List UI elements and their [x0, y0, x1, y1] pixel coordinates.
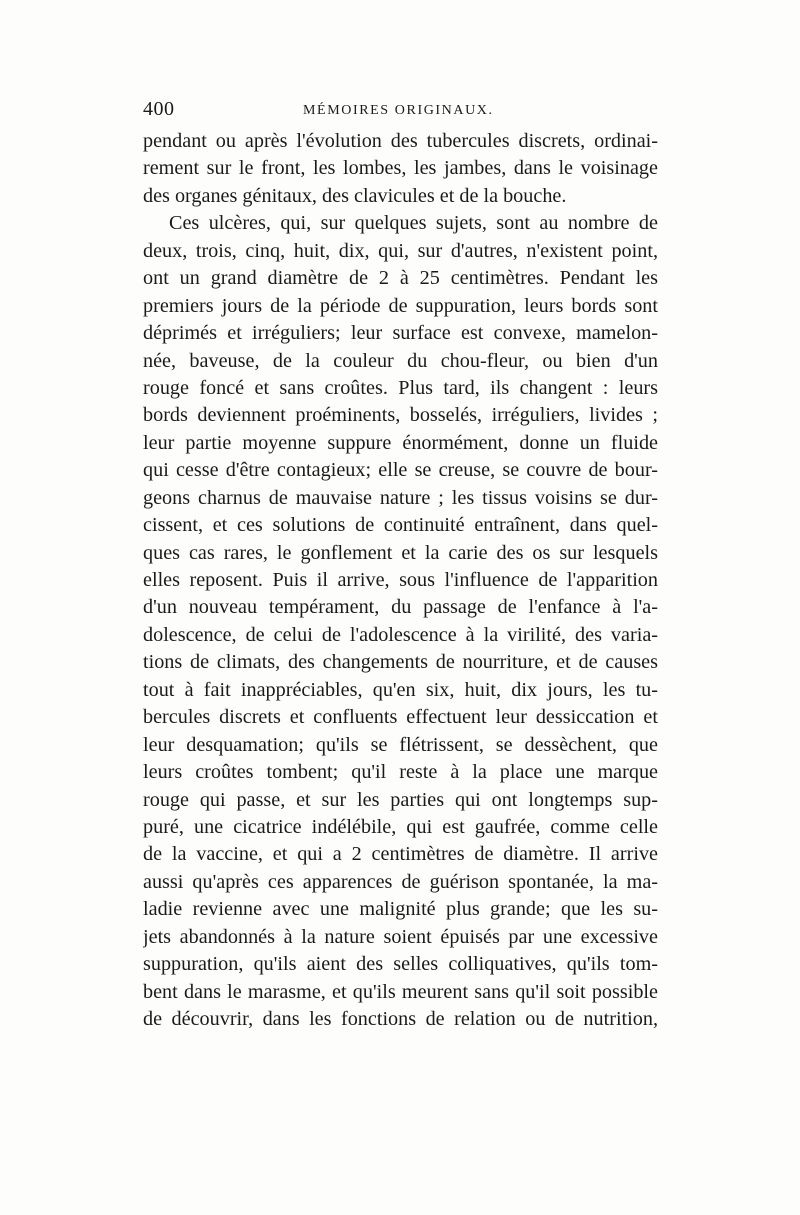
text-line: déprimés et irréguliers; leur surface est convexe, mamelon-	[143, 322, 658, 345]
running-head: MÉMOIRES ORIGINAUX.	[303, 103, 494, 118]
text-line: jets abandonnés à la nature soient épuisés par une excessive	[143, 925, 658, 948]
text-line: des organes génitaux, des clavicules et de la bouche.	[143, 184, 567, 207]
text-line: de la vaccine, et qui a 2 centimètres de diamètre. Il arrive	[143, 843, 658, 866]
text-line: ladie revienne avec une malignité plus grande; que les su-	[143, 898, 658, 921]
body-text	[143, 128, 658, 1033]
text-line: aussi qu'après ces apparences de guérison spontanée, la ma-	[143, 870, 658, 893]
text-line: deux, trois, cinq, huit, dix, qui, sur d'autres, n'existent point,	[143, 239, 658, 262]
text-line: cissent, et ces solutions de continuité entraînent, dans quel-	[143, 514, 658, 537]
text-line: leur desquamation; qu'ils se flétrissent, se dessèchent, que	[143, 733, 658, 756]
text-line: ont un grand diamètre de 2 à 25 centimètres. Pendant les	[143, 267, 658, 290]
text-line: née, baveuse, de la couleur du chou-fleur, ou bien d'un	[143, 349, 658, 372]
text-line: rouge foncé et sans croûtes. Plus tard, ils changent : leurs	[143, 376, 658, 399]
text-line: pendant ou après l'évolution des tubercules discrets, ordinai-	[143, 130, 658, 152]
text-line: elles reposent. Puis il arrive, sous l'influence de l'apparition	[143, 569, 658, 591]
text-line: rement sur le front, les lombes, les jambes, dans le voisinage	[143, 157, 658, 180]
text-line: de découvrir, dans les fonctions de relation ou de nutrition,	[143, 1008, 658, 1030]
text-line: bords deviennent proéminents, bosselés, irréguliers, livides ;	[143, 404, 658, 427]
text-line: d'un nouveau tempérament, du passage de l'enfance à l'a-	[143, 596, 658, 619]
text-line: bent dans le marasme, et qu'ils meurent sans qu'il soit possible	[143, 980, 658, 1003]
text-line: tions de climats, des changements de nourriture, et de causes	[143, 651, 658, 674]
text-line: qui cesse d'être contagieux; elle se creuse, se couvre de bour-	[143, 459, 658, 482]
text-line: rouge qui passe, et sur les parties qui ont longtemps sup-	[143, 788, 658, 811]
text-line: Ces ulcères, qui, sur quelques sujets, sont au nombre de	[169, 212, 658, 235]
text-line: premiers jours de la période de suppuration, leurs bords sont	[143, 294, 658, 317]
text-line: puré, une cicatrice indélébile, qui est gaufrée, comme celle	[143, 815, 658, 838]
text-line: tout à fait inappréciables, qu'en six, huit, dix jours, les tu-	[143, 678, 658, 701]
text-line: leur partie moyenne suppure énormément, donne un fluide	[143, 431, 658, 454]
text-line: ques cas rares, le gonflement et la carie des os sur lesquels	[143, 541, 658, 564]
page-number: 400	[143, 98, 175, 120]
text-line: leurs croûtes tombent; qu'il reste à la place une marque	[143, 761, 658, 784]
text-line: geons charnus de mauvaise nature ; les tissus voisins se dur-	[143, 486, 658, 509]
text-line: dolescence, de celui de l'adolescence à la virilité, des varia-	[143, 623, 658, 646]
text-line: suppuration, qu'ils aient des selles colliquatives, qu'ils tom-	[143, 953, 658, 976]
page-header	[143, 98, 658, 122]
text-line: bercules discrets et confluents effectuent leur dessiccation et	[143, 706, 658, 729]
